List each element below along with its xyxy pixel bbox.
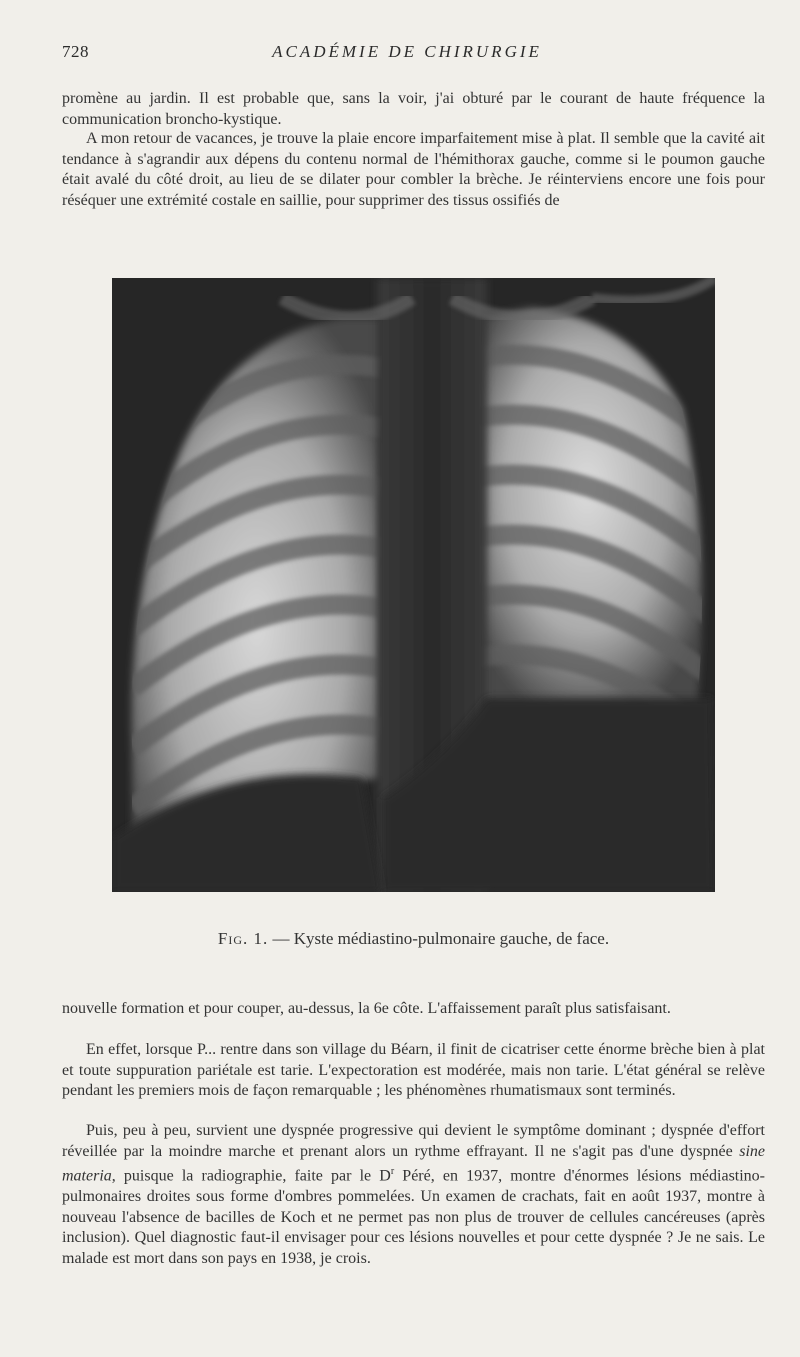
figure-label: Fig. 1. [217, 929, 269, 948]
latin-phrase: sine materia [62, 1142, 765, 1185]
paragraph: nouvelle formation et pour couper, au-dessus, la 6e côte. L'affaissement paraît plus satisfaisant. [62, 1000, 671, 1017]
page-header [62, 42, 752, 68]
running-title: ACADÉMIE DE CHIRURGIE [272, 42, 542, 61]
figure-caption [62, 929, 765, 949]
page-number: 728 [62, 42, 89, 61]
superscript: r [390, 1166, 395, 1178]
paragraph-text: Puis, peu à peu, survient une dyspnée progressive qui devient le symptôme dominant ; dyspnée d'effort réveillée par la moindre marche et prenant alors un rythme effrayant. Il ne s'agit pas d'une dyspnée [62, 1122, 765, 1160]
paragraph [62, 1121, 765, 1269]
paragraph-text: , puisque la radiographie, faite par le D [111, 1167, 391, 1185]
paragraph: promène au jardin. Il est probable que, sans la voir, j'ai obturé par le courant de haute fréquence la communication broncho-kystique. [62, 90, 765, 128]
chest-xray-image [112, 278, 715, 892]
figure-caption-text: — Kyste médiastino-pulmonaire gauche, de face. [268, 929, 610, 948]
paragraph: En effet, lorsque P... rentre dans son village du Béarn, il finit de cicatriser cette énorme brèche bien à plat et toute suppuration pariétale est tarie. L'expectoration est modérée, mais non tarie. L'état général se relève pendant les premiers mois de façon remarquable ; les phénomènes rhumatismaux sont terminés. [62, 1041, 765, 1100]
paragraph-text: Péré, en 1937, montre d'énormes lésions médiastino-pulmonaires droites sous forme d'ombres pommelées. Un examen de crachats, fait en août 1937, montre à nouveau l'absence de bacilles de Koch et ne permet pas non plus de trouver de cellules cancéreuses (après inclusion). Quel diagnostic faut-il envisager pour ces lésions nouvelles et pour cette dyspnée ? Je ne sais. Le malade est mort dans son pays en 1938, je crois. [62, 1167, 766, 1267]
chest-xray-figure [112, 278, 715, 892]
paragraph: A mon retour de vacances, je trouve la plaie encore imparfaitement mise à plat. Il semble que la cavité ait tendance à s'agrandir aux dépens du contenu normal de l'hémithorax gauche, comme si le poumon gauche était avalé du côté droit, au lieu de se dilater pour combler la brèche. Je réinterviens encore une fois pour réséquer une extrémité costale en saillie, pour supprimer des tissus ossifiés de [62, 130, 765, 209]
